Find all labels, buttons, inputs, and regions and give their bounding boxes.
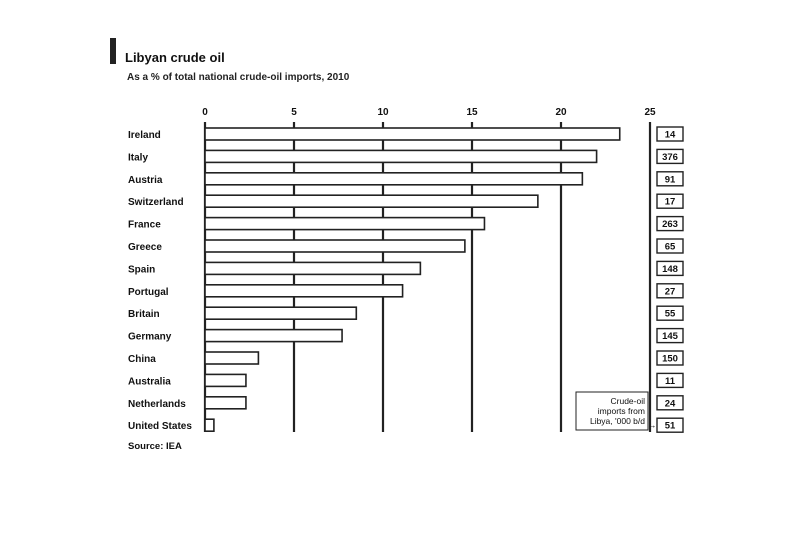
category-label: Austria	[128, 174, 163, 186]
side-value-label: 91	[664, 174, 676, 186]
category-label: Italy	[128, 152, 149, 164]
bar	[205, 374, 246, 386]
side-value-label: 145	[662, 331, 678, 343]
side-value-boxes	[657, 127, 683, 432]
bar	[205, 195, 538, 207]
annotation-arrow: →	[648, 420, 657, 431]
bar	[205, 262, 420, 274]
gridlines	[205, 122, 650, 432]
x-tick-label: 20	[555, 107, 567, 118]
category-label: Spain	[128, 264, 156, 276]
category-label: Germany	[128, 331, 172, 343]
imports-annotation	[576, 392, 657, 430]
category-label: Australia	[128, 376, 171, 388]
bars	[205, 128, 620, 431]
side-value-label: 263	[662, 219, 678, 231]
category-label: Britain	[128, 309, 160, 321]
side-value-label: 376	[662, 151, 678, 163]
x-tick-label: 0	[202, 107, 208, 118]
annotation-text: Libya, '000 b/d	[589, 416, 645, 426]
side-value-label: 14	[664, 129, 676, 141]
x-tick-label: 25	[644, 107, 656, 118]
chart-title: Libyan crude oil	[125, 50, 225, 65]
bar	[205, 285, 403, 297]
category-label: France	[128, 219, 161, 231]
bar	[205, 128, 620, 140]
annotation-text: imports from	[597, 406, 645, 416]
side-value-label: 55	[664, 308, 676, 320]
category-label: United States	[128, 421, 192, 433]
side-value-label: 51	[664, 420, 676, 432]
chart-subtitle: As a % of total national crude-oil imports, 2010	[127, 72, 350, 83]
source-note: Source: IEA	[128, 441, 182, 452]
bar	[205, 352, 258, 364]
category-label: Switzerland	[128, 197, 184, 209]
title-accent-mark	[110, 38, 116, 64]
side-value-label: 17	[664, 196, 676, 208]
x-axis-ticks	[202, 107, 656, 118]
bar	[205, 307, 356, 319]
side-value-label: 148	[662, 263, 678, 275]
category-label: Portugal	[128, 286, 169, 298]
bar	[205, 397, 246, 409]
category-label: Greece	[128, 242, 162, 253]
category-label: Netherlands	[128, 398, 186, 410]
side-value-label: 11	[664, 375, 676, 387]
category-labels	[128, 130, 192, 432]
bar	[205, 240, 465, 252]
category-label: China	[128, 354, 156, 365]
x-tick-label: 10	[377, 107, 389, 118]
bar	[205, 150, 597, 162]
side-value-label: 24	[664, 398, 676, 410]
side-value-label: 65	[664, 241, 676, 253]
bar	[205, 218, 484, 230]
annotation-text: Crude-oil	[610, 396, 645, 406]
x-tick-label: 15	[466, 107, 478, 118]
side-value-label: 27	[664, 286, 676, 298]
side-value-label: 150	[662, 353, 678, 365]
bar	[205, 173, 582, 185]
category-label: Ireland	[128, 130, 161, 141]
bar	[205, 330, 342, 342]
x-tick-label: 5	[291, 107, 297, 118]
bar	[205, 419, 214, 431]
